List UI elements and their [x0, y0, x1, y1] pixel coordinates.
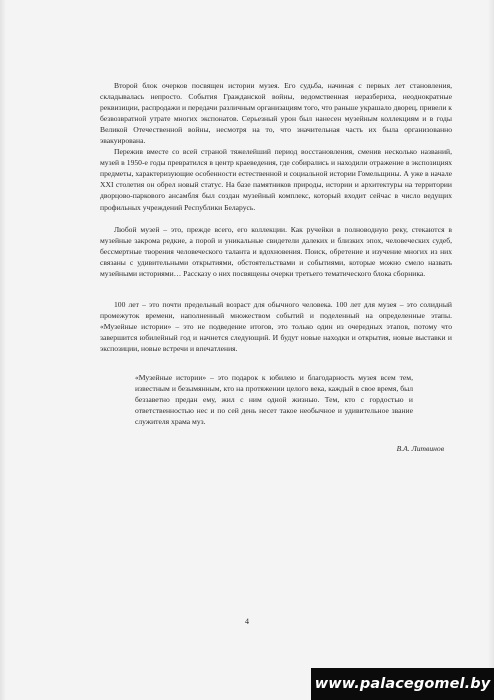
author-signature: В.А. Литвинов	[396, 444, 444, 454]
website-watermark: www.palacegomel.by	[311, 668, 494, 700]
scan-edge-left	[0, 0, 6, 700]
dedication-text: «Музейные истории» – это подарок к юбилею и благодарность музея всем тем, известным и безымянным, кто на протяжении целого века, каждый в свое время, был беззаветно предан ему, жил с ним одной жизнью. Тем, кто с гордостью и ответственностью нес и по сей день несет такое необычное и удивительное звание служителя храма муз.	[135, 373, 413, 427]
page-body	[100, 80, 452, 454]
scan-edge-right	[488, 0, 494, 700]
paragraph-museum-history: Второй блок очерков посвящен истории музея. Его судьба, начиная с первых лет становления, складывалась непросто. События Гражданской войны, ведомственная неразбериха, неоднократные реквизиции, распродажи и передачи различным организациям того, что раньше украшало дворец, привели к безвозвратной утрате многих экспонатов. Серьезный урон был нанесен музейным коллекциям и в годы Великой Отечественной войны, несмотря на то, что значительная часть их была организованно эвакуирована.	[100, 81, 452, 146]
dedication-quote	[135, 372, 413, 427]
paragraph-restoration: Пережив вместе со всей страной тяжелейший период восстановления, сменив несколько названий, музей в 1950-е годы превратился в центр краеведения, где собирались и находили отражение в экспозициях предметы, характеризующие особенности естественной и социальной истории Гомельщины. А уже в начале XXI столетия он обрел новый статус. На базе памятников природы, истории и архитектуры на территории дворцово-паркового ансамбля был создан музейный комплекс, который входит сейчас в число ведущих профильных учреждений Республики Беларусь.	[100, 147, 452, 212]
paragraph-centenary: 100 лет – это почти предельный возраст для обычного человека. 100 лет для музея – это солидный промежуток времени, наполненный множеством событий и поделенный на определенные этапы. «Музейные истории» – это не подведение итогов, это только один из очередных этапов, потому что завершится юбилейный год и начнется следующий. И будут новые находки и открытия, новые выставки и экспозиции, новые встречи и впечатления.	[100, 299, 452, 353]
paragraph-collections: Любой музей – это, прежде всего, его коллекции. Как ручейки в полноводную реку, стекаются в музейные закрома редкие, а порой и уникальные свидетели далеких и близких эпох, человеческих судеб, бессмертные творения человеческого таланта и вдохновения. Поиск, обретение и изучение многих из них связаны с удивительными открытиями, обстоятельствами и событиями, которые можно смело назвать музейными историями… Рассказу о них посвящены очерки третьего тематического блока сборника.	[100, 224, 452, 278]
page-number: 4	[245, 617, 249, 626]
